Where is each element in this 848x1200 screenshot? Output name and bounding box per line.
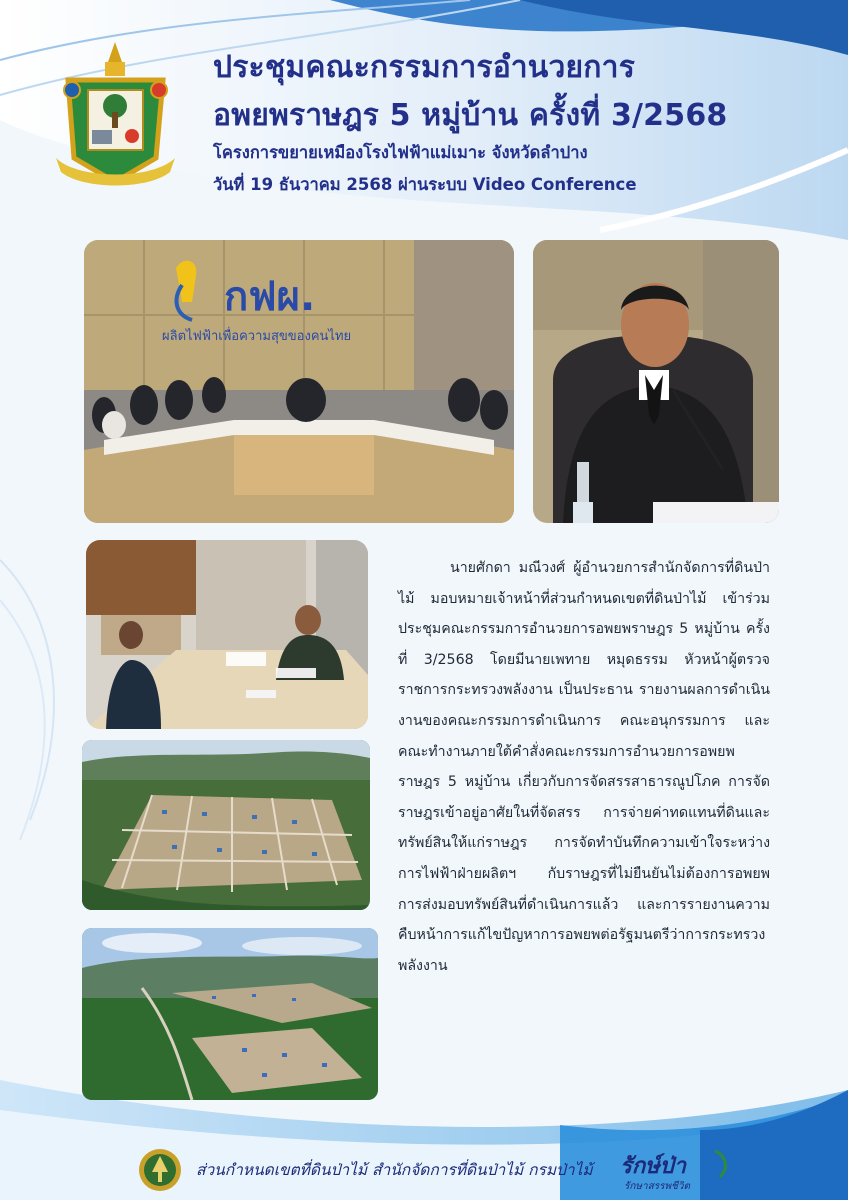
article-text: นายศักดา มณีวงศ์ ผู้อำนวยการสำนักจัดการที่ดินป่าไม้ มอบหมายเจ้าหน้าที่ส่วนกำหนดเขตที่ดินป่าไม้ เข้าร่วมประชุมคณะกรรมการอำนวยการอพยพราษฎร 5 หมู่บ้าน ครั้งที่ 3/2568 โดยมีนายเพทาย หมุดธรรม หัวหน้าผู้ตรวจราชการกระทรวงพลังงาน เป็นประธาน รายงานผลการดำเนินงานของคณะกรรมการดำเนินการ คณะอนุกรรมการ และคณะทำงานภายใต้คำสั่งคณะกรรมการอำนวยการอพยพราษฎร 5 หมู่บ้าน เกี่ยวกับการจัดสรรสาธารณูปโภค การจัดราษฎรเข้าอยู่อาศัยในที่จัดสรร การจ่ายค่าทดแทนที่ดินและทรัพย์สินให้แก่ราษฎร การจัดทำบันทึกความเข้าใจระหว่างการไฟฟ้าฝ่ายผลิตฯ กับราษฎรที่ไม่ยืนยันไม่ต้องการอพยพ การส่งมอบทรัพย์สินที่ดำเนินการแล้ว และการรายงานความคืบหน้าการแก้ไขปัญหาการอพยพต่อรัฐมนตรีว่าการกระทรวงพลังงาน (398, 560, 770, 974)
project-subtitle: โครงการขยายเหมืองโรงไฟฟ้าแม่เมาะ จังหวัดลำปาง (213, 143, 588, 162)
chairman-photo (533, 240, 779, 523)
page-title-line2: อพยพราษฎร 5 หมู่บ้าน ครั้งที่ 3/2568 (213, 98, 728, 133)
egat-sign-text: กฟผ. (224, 274, 316, 320)
royal-forest-department-seal (138, 1148, 182, 1192)
footer-agency-name: ส่วนกำหนดเขตที่ดินป่าไม้ สำนักจัดการที่ดินป่าไม้ กรมป่าไม้ (196, 1161, 593, 1179)
slogan-main-text: รักษ์ป่า (620, 1154, 686, 1179)
officials-attending-photo (86, 540, 368, 729)
aerial-village-photo-2 (82, 928, 378, 1100)
meeting-room-photo (84, 240, 514, 523)
meeting-date-line: วันที่ 19 ธันวาคม 2568 ผ่านระบบ Video Conference (213, 175, 637, 194)
page-title-line1: ประชุมคณะกรรมการอำนวยการ (213, 50, 636, 85)
article-paragraph (398, 553, 770, 981)
save-forest-slogan-logo (620, 1145, 740, 1193)
slogan-sub-text: รักษาสรรพชีวิต (624, 1181, 690, 1192)
royal-seal-logo (48, 40, 183, 200)
egat-slogan-text: ผลิตไฟฟ้าเพื่อความสุขของคนไทย (162, 329, 352, 344)
aerial-village-photo-1 (82, 740, 370, 910)
